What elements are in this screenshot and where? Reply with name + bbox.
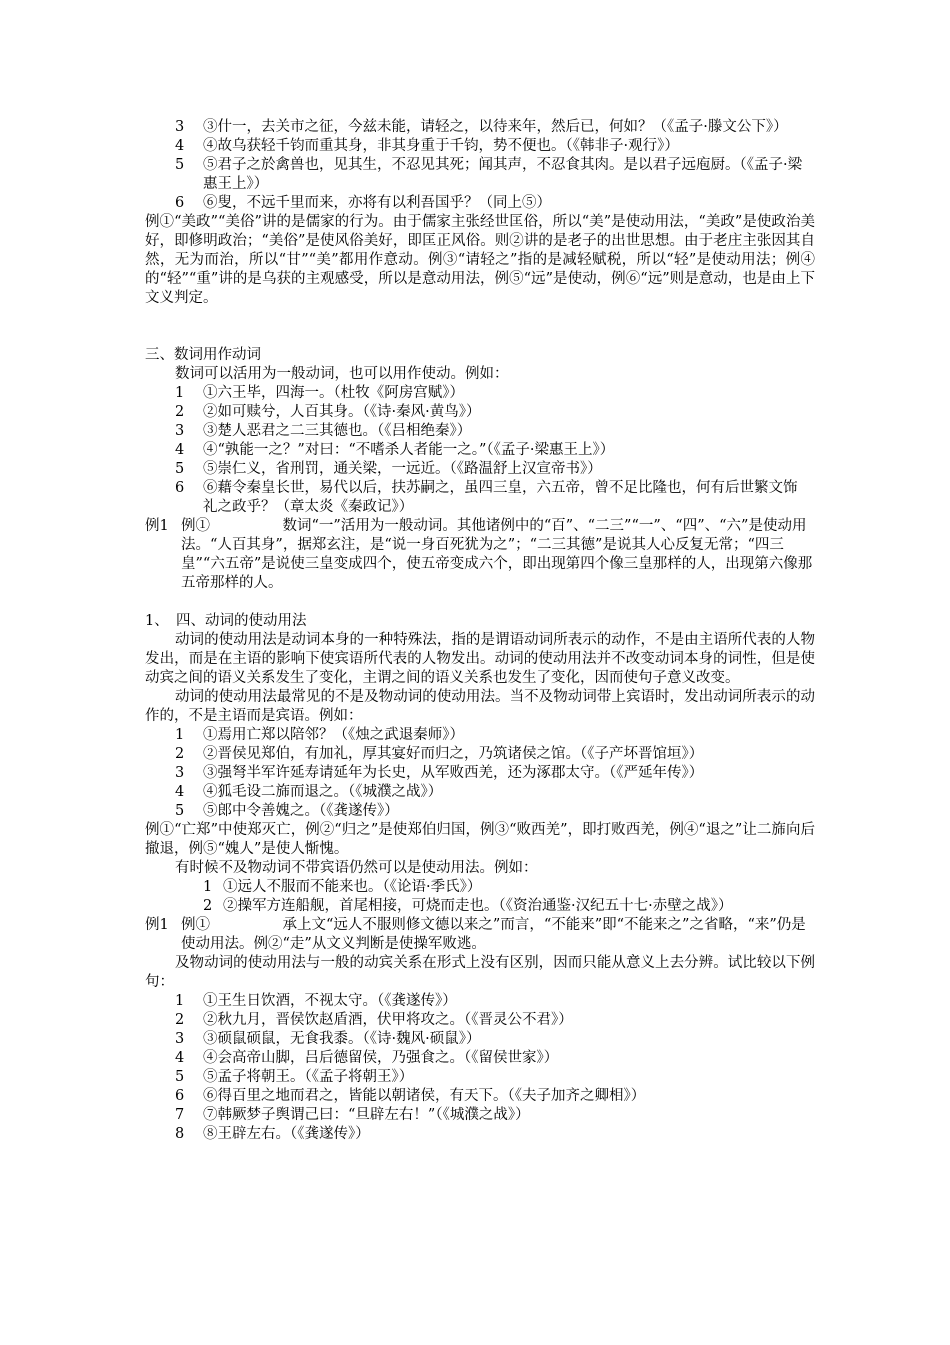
example-item	[145, 745, 815, 764]
example-number: 3	[175, 765, 185, 781]
example-number: 8	[175, 1126, 185, 1142]
example-text: ⑥藉令秦皇长世，易代以后，扶苏嗣之，虽四三皇，六五帝，曾不足比隆也，何有后世繁文饰礼之政乎？（章太炎《秦政记》）	[203, 480, 798, 515]
example-number: 4	[175, 442, 185, 458]
example-text: ③楚人恶君之二三其德也。（《吕相绝秦》）	[203, 423, 472, 439]
example-item	[145, 156, 815, 194]
example-text: ②操军方连船舰，首尾相接，可烧而走也。（《资治通鉴·汉纪五十七·赤壁之战》）	[223, 898, 733, 914]
explanation-paragraph: 例①“美政”“美俗”讲的是儒家的行为。由于儒家主张经世匡俗，所以“美”是使动用法，“美政”是使政治美好，即修明政治；“美俗”是使风俗美好，即匡正风俗。则②讲的是老子的出世思想。由于老庄主张因其自然，无为而治，所以“甘”“美”都用作意动。例③“请轻之”指的是减轻赋税，所以“轻”是使动用法；例④的“轻”“重”讲的是乌获的主观感受，所以是意动用法，例⑤“远”是使动，例⑥“远”则是意动，也是由上下文义判定。	[145, 214, 815, 306]
example-number: 3	[175, 423, 185, 439]
example-item	[145, 783, 815, 802]
example-number: 5	[175, 157, 185, 173]
example-number: 6	[175, 195, 185, 211]
example-number: 2	[175, 746, 185, 762]
example-explanation	[145, 517, 815, 593]
example-text: ②如可赎兮，人百其身。（《诗·秦风·黄鸟》）	[203, 404, 481, 420]
example-text: ④会高帝山脚，吕后德留侯，乃强食之。（《留侯世家》）	[203, 1050, 559, 1066]
example-item	[145, 1106, 815, 1125]
example-number: 4	[175, 1050, 185, 1066]
example-text: ③强弩半军许延寿请延年为长史，从军败西羌，还为涿郡太守。（《严延年传》）	[203, 765, 704, 781]
example-item	[145, 764, 815, 783]
example-item	[145, 1125, 815, 1144]
example-label: 例1	[145, 917, 169, 933]
example-item	[145, 1068, 815, 1087]
example-item	[145, 460, 815, 479]
example-item	[145, 441, 815, 460]
example-number: 1	[203, 879, 213, 895]
example-number: 2	[203, 898, 213, 914]
example-item	[145, 1011, 815, 1030]
example-text: ④故乌获轻千钧而重其身，非其身重于千钧，势不便也。（《韩非子·观行》）	[203, 138, 679, 154]
example-explanation-text: 例① 数词“一”活用为一般动词。其他诸例中的“百”、“二三”“一”、“四”、“六”是使动用法。“人百其身”，据郑玄注，是“说一身百死犹为之”；“二三其德”是说其人心反复无常；“四三皇”“六五帝”是说使三皇变成四个，使五帝变成六个，即出现第四个像三皇那样的人，出现第六像那五帝那样的人。	[181, 518, 813, 591]
example-item	[145, 726, 815, 745]
example-text: ⑥得百里之地而君之，皆能以朝诸侯，有天下。（《夫子加齐之卿相》）	[203, 1088, 646, 1104]
example-text: ①王生日饮酒，不视太守。（《龚遂传》）	[203, 993, 457, 1009]
example-text: ③硕鼠硕鼠，无食我黍。（《诗·魏风·硕鼠》）	[203, 1031, 481, 1047]
example-item	[145, 802, 815, 821]
example-number: 5	[175, 803, 185, 819]
example-text: ⑥叟，不远千里而来，亦将有以利吾国乎？（同上⑤）	[203, 195, 551, 211]
example-number: 3	[175, 1031, 185, 1047]
example-text: ⑤崇仁义，省刑罚，通关梁，一远近。（《路温舒上汉宣帝书》）	[203, 461, 602, 477]
example-text: ⑧王辟左右。（《龚遂传》）	[203, 1126, 370, 1142]
intro-paragraph: 数词可以活用为一般动词，也可以用作使动。例如：	[175, 366, 509, 382]
example-text: ③什一，去关市之征，今兹未能，请轻之，以待来年，然后已，何如？（《孟子·滕文公下》）	[203, 119, 788, 135]
example-text: ⑤孟子将朝王。（《孟子将朝王》）	[203, 1069, 414, 1085]
example-text: ④“孰能一之？”对曰：“不嗜杀人者能一之。”（《孟子·梁惠王上》）	[203, 442, 615, 458]
example-explanation-text: 例① 承上文“远人不服则修文德以来之”而言，“不能来”即“不能来之”之省略，“来”仍是使动用法。例②“走”从文义判断是使操军败逃。	[181, 917, 806, 952]
body-paragraph: 动词的使动用法是动词本身的一种特殊法，指的是谓语动词所表示的动作，不是由主语所代表的人物发出，而是在主语的影响下使宾语所代表的人物发出。动词的使动用法并不改变动词本身的词性，但是使动宾之间的语义关系发生了变化，主谓之间的语义关系也发生了变化，因而使句子意义改变。	[145, 632, 815, 686]
example-text: ④狐毛设二旆而退之。（《城濮之战》）	[203, 784, 443, 800]
body-paragraph: 及物动词的使动用法与一般的动宾关系在形式上没有区别，因而只能从意义上去分辨。试比较以下例句：	[145, 955, 815, 990]
example-text: ①六王毕，四海一。（杜牧《阿房宫赋》）	[203, 385, 464, 401]
example-item	[145, 403, 815, 422]
example-item	[145, 1049, 815, 1068]
example-number: 1	[175, 727, 185, 743]
example-number: 7	[175, 1107, 185, 1123]
example-item	[145, 1087, 815, 1106]
body-paragraph: 有时候不及物动词不带宾语仍然可以是使动用法。例如：	[175, 860, 538, 876]
example-number: 3	[175, 119, 185, 135]
example-number: 4	[175, 784, 185, 800]
example-explanation	[145, 916, 815, 954]
example-text: ②晋侯见郑伯，有加礼，厚其宴好而归之，乃筑诸侯之馆。（《子产坏晋馆垣》）	[203, 746, 704, 762]
example-item	[145, 422, 815, 441]
example-text: ⑦韩厥梦子舆谓己曰：“旦辟左右！”（《城濮之战》）	[203, 1107, 530, 1123]
example-number: 6	[175, 1088, 185, 1104]
example-item	[145, 1030, 815, 1049]
example-number: 4	[175, 138, 185, 154]
section-heading: 1、 四、动词的使动用法	[145, 613, 307, 629]
example-item	[145, 137, 815, 156]
example-text: ①远人不服而不能来也。（《论语·季氏》）	[223, 879, 482, 895]
example-item	[145, 878, 815, 897]
section-heading: 三、数词用作动词	[145, 347, 261, 363]
body-paragraph: 动词的使动用法最常见的不是及物动词的使动用法。当不及物动词带上宾语时，发出动词所表示的动作的，不是主语而是宾语。例如：	[145, 689, 815, 724]
example-item	[145, 194, 815, 213]
example-item	[145, 118, 815, 137]
example-text: ①焉用亡郑以陪邻？（《烛之武退秦师》）	[203, 727, 464, 743]
example-label: 例1	[145, 518, 169, 534]
example-number: 1	[175, 385, 185, 401]
explanation-paragraph: 例①“亡郑”中使郑灭亡，例②“归之”是使郑伯归国，例③“败西羌”，即打败西羌，例④“退之”让二旆向后撤退，例⑤“媿人”是使人惭愧。	[145, 822, 815, 857]
example-number: 5	[175, 461, 185, 477]
document-page	[145, 118, 815, 1144]
example-number: 2	[175, 404, 185, 420]
example-number: 2	[175, 1012, 185, 1028]
example-item	[145, 384, 815, 403]
example-text: ②秋九月，晋侯饮赵盾酒，伏甲将攻之。（《晋灵公不君》）	[203, 1012, 573, 1028]
example-number: 5	[175, 1069, 185, 1085]
example-item	[145, 479, 815, 517]
example-item	[145, 992, 815, 1011]
example-text: ⑤君子之於禽兽也，见其生，不忍见其死；闻其声，不忍食其肉。是以君子远庖厨。（《孟子·梁惠王上》）	[203, 157, 803, 192]
example-number: 6	[175, 480, 185, 496]
example-text: ⑤郎中令善媿之。（《龚遂传》）	[203, 803, 399, 819]
example-number: 1	[175, 993, 185, 1009]
example-item	[145, 897, 815, 916]
